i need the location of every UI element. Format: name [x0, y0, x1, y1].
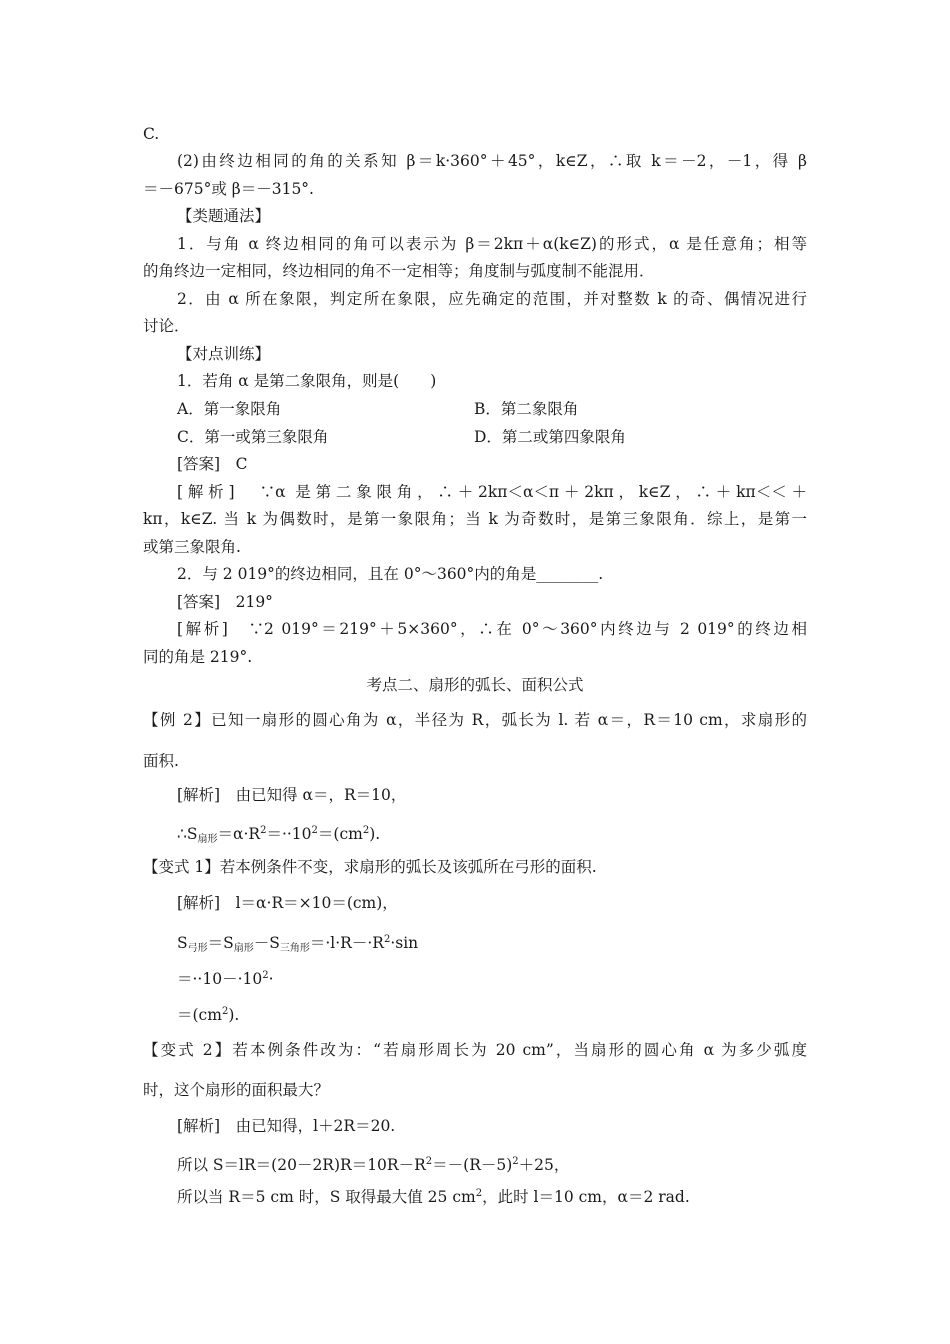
subscript: 扇形: [197, 834, 218, 845]
formula-line: [177, 1183, 690, 1208]
example-question: 【例 2】已知一扇形的圆心角为 α，半径为 R，弧长为 l. 若 α＝，R＝10 cm，求扇形的: [143, 711, 807, 729]
formula-text: ＝－(R－5): [432, 1156, 513, 1174]
formula-text: ＝(cm: [177, 1006, 222, 1024]
text-line: 面积.: [143, 752, 179, 770]
option-b: B．第二象限角: [474, 400, 579, 418]
subscript: 扇形: [233, 943, 254, 954]
answer: [答案] 219°: [177, 593, 273, 611]
superscript: 2: [221, 1006, 229, 1017]
text-line: kπ，k∈Z. 当 k 为偶数时，是第一象限角；当 k 为奇数时，是第三象限角．综上，是第一: [143, 510, 807, 528]
formula-line: [177, 820, 380, 851]
formula-text: ＝··10: [266, 825, 312, 843]
superscript: 2: [475, 1188, 483, 1199]
subscript: 三角形: [279, 943, 310, 954]
formula-text: 所以 S＝lR＝(20－2R)R＝10R－R: [177, 1156, 426, 1174]
superscript: 2: [311, 825, 318, 836]
superscript: 2: [383, 934, 391, 945]
section-heading: 【类题通法】: [177, 207, 271, 225]
formula-text: 所以当 R＝5 cm 时，S 取得最大值 25 cm: [177, 1188, 476, 1206]
analysis: [解析] ∵2 019°＝219°＋5×360°，∴在 0°～360°内终边与 2 019°的终边相: [177, 620, 807, 638]
formula-text: －S: [253, 934, 280, 952]
analysis: [解析] 由已知得，l＋2R＝20.: [177, 1117, 396, 1135]
text-line: 1．与角 α 终边相同的角可以表示为 β＝2kπ＋α(k∈Z)的形式，α 是任意角；相等: [177, 235, 807, 253]
answer: [答案] C: [177, 455, 248, 473]
text-line: 讨论．: [143, 317, 190, 335]
formula-text: ∴S: [177, 825, 198, 843]
superscript: 2: [260, 825, 267, 836]
text-line: 同的角是 219°.: [143, 648, 253, 666]
formula-text: ·: [268, 970, 274, 988]
formula-text: ＝α·R: [217, 825, 261, 843]
analysis: [解析] 由已知得 α＝，R＝10，: [177, 786, 407, 804]
option-d: D．第二或第四象限角: [474, 428, 626, 446]
superscript: 2: [512, 1156, 519, 1167]
text-line: 2．由 α 所在象限，判定所在象限，应先确定的范围，并对整数 k 的奇、偶情况进行: [177, 290, 807, 308]
section-heading: 【对点训练】: [177, 345, 271, 363]
formula-text: ＝(cm: [317, 825, 363, 843]
superscript: 2: [262, 970, 269, 981]
text-line: ＝－675°或 β＝－315°.: [143, 180, 314, 198]
formula-line: [177, 929, 418, 960]
formula-text: ＝·l·R－·R: [309, 934, 384, 952]
formula-text: ＝··10－·10: [177, 970, 263, 988]
text-line: (2)由终边相同的角的关系知 β＝k·360°＋45°，k∈Z，∴取 k＝－2，－1，得 β: [177, 152, 807, 170]
option-a: A．第一象限角: [177, 400, 282, 418]
text-line: 时，这个扇形的面积最大？: [143, 1081, 330, 1099]
section-title: 考点二、扇形的弧长、面积公式: [366, 676, 584, 694]
subscript: 弓形: [187, 943, 208, 954]
analysis: [解析] l＝α·R＝×10＝(cm)，: [177, 894, 398, 912]
formula-text: ).: [369, 825, 381, 843]
option-c: C．第一或第三象限角: [177, 428, 329, 446]
question: 1．若角 α 是第二象限角，则是( ): [177, 372, 437, 390]
analysis: [解析] ∵α 是第二象限角，∴＋2kπ＜α＜π＋2kπ，k∈Z，∴＋kπ＜＜＋: [177, 483, 807, 501]
text-line: 的角终边一定相同，终边相同的角不一定相等；角度制与弧度制不能混用．: [143, 262, 655, 280]
superscript: 2: [362, 825, 370, 836]
formula-text: ＋25，: [518, 1156, 570, 1174]
formula-text: S: [177, 934, 188, 952]
formula-text: ＝S: [207, 934, 234, 952]
formula-line: [177, 1001, 239, 1026]
formula-text: ，此时 l＝10 cm，α＝2 rad.: [482, 1188, 690, 1206]
question: 2．与 2 019°的终边相同，且在 0°～360°内的角是________.: [177, 565, 604, 583]
variant-question: 【变式 2】若本例条件改为：“若扇形周长为 20 cm”，当扇形的圆心角 α 为多少弧度: [143, 1041, 807, 1059]
formula-text: ).: [228, 1006, 240, 1024]
formula-line: [177, 965, 274, 990]
text-line: C.: [143, 125, 160, 143]
variant-question: 【变式 1】若本例条件不变，求扇形的弧长及该弧所在弓形的面积.: [143, 858, 597, 876]
text-line: 或第三象限角.: [143, 538, 241, 556]
formula-line: [177, 1151, 569, 1176]
formula-text: ·sin: [390, 934, 419, 952]
superscript: 2: [425, 1156, 433, 1167]
